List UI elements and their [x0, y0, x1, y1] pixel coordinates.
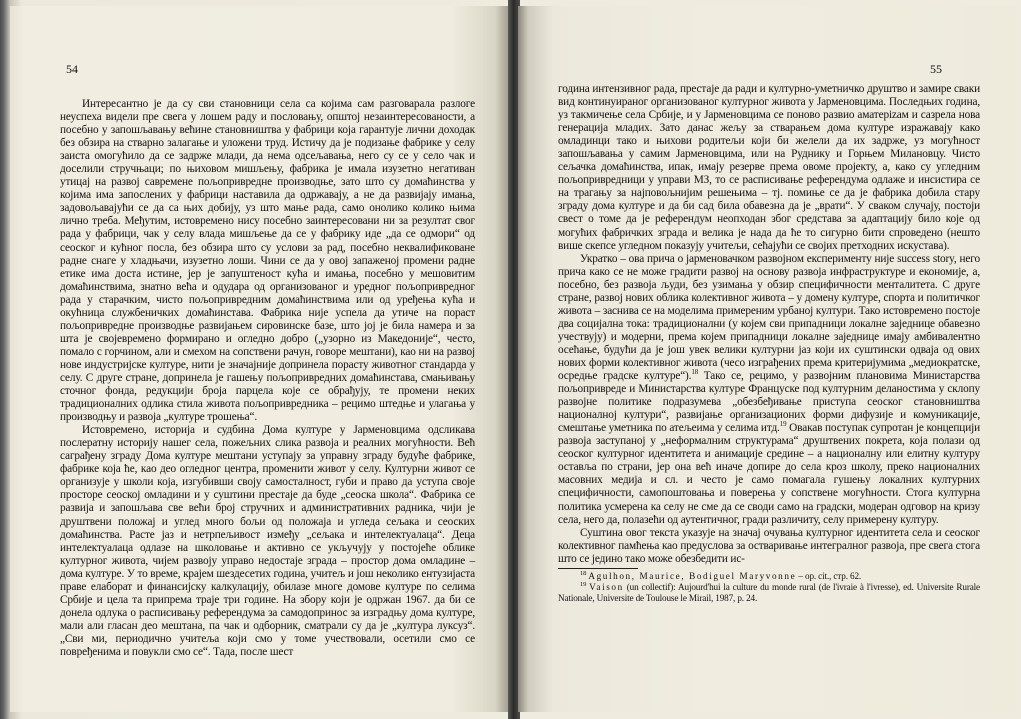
paragraph: Истовремено, историја и судбина Дома културе у Јарменовцима одсликава послератну историју нашег села, пожељних слика развоја и реалних могућности. Већ саграђену зграду Дома културе мештани уступају за управну зграду будуће фабрике, фабрике која ће, као део огледног центра, променити живот у селу. Културни живот се организује у школи која, изгубивши своју самосталност, губи и право да уступа своје просторе сеоској омладини и у суштини престаје да буде „сеоска школа“. Фабрика се развија и запошљава све већи број стручних и административних радника, чији је друштвени положај и углед много бољи од положаја и угледа сељака и сеоских домаћинства. Расте јаз и нетрпељивост између „сељака и интелектуалаца“. Деца интелектуалаца одлазе на школовање и активно се укључују у постојеће облике културног живота, чијем развоју управо недостаје зграда – простор дома омладине – дома културе. У то време, крајем шездесетих година, учитељ и још неколико ентузијаста праве елаборат и финансијску калкулацију, обилазе многе домове културе по селима Србије и цела та припрема траје три године. На збору који је одржан 1967. да би се донела одлука о расписивању референдума за самодопринос за изградњу дома културе, мали али гласан део мештана, па чак и одборник, сматрали су да је „културa луксуз“. „Сви ми, периодично учитеља који смо у томе учествовали, осетили смо се повређенима и повукли смо се“. Тада, после шест [60, 424, 475, 658]
paragraph [558, 253, 980, 527]
paragraph: Интересантно је да су сви становници села са којима сам разговарала разлоге неуспеха видели пре свега у лошем раду и пословању, општој незаинтересованости, а посебно у запошљавању већине становништва у фабрици која гарантује лични доходак без обзира на стварно залагање и уложени труд. Истичу да је подизање фабрике у селу заиста омогућило да се задрже млади, да нема одсељавања, него су се у село чак и доселили стручњаци; по њиховом мишљењу, фабрика је имала изузетно негативан утицај на развој савремене пољопривредне производње, зато што су домаћинства у којима има запослених у фабрици наставила да одржавају, а не да развијају имања, задовољавајући се да са њих добију, уз што мање рада, само онолико колико њима лично треба. Међутим, истовремено нису посебно заинтересовани ни за резултат свог рада у фабрици, чак у селу влада мишљење да се у фабрику иде „да се одмори“ од сеоског и кућног посла, без обзира што су услови за рад, посебно неквалификоване радне снаге у хладњачи, изузетно лоши. Чини се да у овој запаженој промени радне етике има доста истине, јер је запуштеност кућа и имања, посебно у мешовитим домаћинствима, знатно већа и одудара од организованог и уредног пољопривредног рада у старачким, чисто пољопривредним домаћинствима или од уређења кућа и окућница службеничких домаћинстава. Фабрика није успела да утиче на пораст пољопривредне производње развијањем сировинске базе, што јој је била намера и за шта је својевремено формирано и огледно добро („узорно из Македоније“, често, помало с горчином, али и смехом на сопствени рачун, говоре мештани), као ни на развој нове индустријске културе, нити је значајније допринела порасту животног стандарда у селу. С друге стране, допринела је гашењу пољопривредних домаћинстава, смањивању сточног фонда, редукцији броја парцела које се обрађују, те промени неких традиционалних одлика стила живота пољопривредника – рецимо штедње и улагања у производњу и развоја „културе трошења“. [60, 98, 475, 424]
footnote [558, 582, 980, 604]
footnote-divider [558, 568, 638, 569]
paragraph-text: Тако се, рецимо, у развојним плановима Министарства пољопривреде и Министарства културе Француске под културним деланостима у склопу развојне политике подразумева „обезбеђивање приступа сеоског становништва националној култури“, развијање организационих форми дифузије и комуникације, смештање уметника по атељеима у селима итд. [558, 370, 980, 435]
left-page [10, 6, 510, 712]
footnote-author: Vaison [589, 581, 624, 592]
footnote [558, 571, 980, 582]
paragraph-text: Овакав поступак супротан је концепцији развоја заступаној у „неформалним структурама“ друштвених покрета, која полази од сеоског културног идентитета и анимације средине – а националну или елитну културу оставља по страни, јер она већ иначе допире до села кроз школу, преко националних масовних медија и сл. и често је само помагала гушењу локалних културних специфичности, самопоштовања и поверења у сопствене могућности. Стога културна политика усмерена ка селу не сме да се своди само на градски, модеран одговор на кризу села, него да, полазећи од аутентичног, гради различиту, селу примерену културу. [558, 422, 980, 526]
footnote-ref: 18 [691, 368, 699, 377]
right-page-body [558, 83, 980, 604]
footnote-author: Agulhon, Maurice, Bodiguel Maryvonne [588, 570, 797, 581]
footnote-mark: 18 [580, 569, 587, 577]
footnote-text: – op. cit., стр. 62. [798, 570, 862, 581]
paragraph: Суштина овог текста указује на значај очувања културног идентитета села и сеоског колективног памћења као предуслова за остваривање интегралног развоја, пре свега стога што се једино тако може обезбедити ис- [558, 526, 980, 565]
left-page-body [60, 98, 475, 659]
right-page [518, 6, 1018, 712]
footnote-ref: 19 [779, 420, 787, 429]
paragraph-text: Укратко – ова прича о јарменовачком развојном експерименту није success story, него прича како се не може градити развој на основу развоја инфраструктуре и економије, а, посебно, без развоја људи, без узимања у обзир специфичности менталитета. С друге стране, развој нових облика колективног живота – у домену културе, спорта и политичког живота – заснива се на моделима примереним урбаној култури. Тако истовремено постоје два социјална тока: традиционални (у којем сви припадници локалне заједнице обавезно учествују) и модерни, према којем припадници локалне заједнице имају амбивалентно осећање, будући да је још увек велики културни јаз који их суштински одваја од ових нових форми колективног живота (чесо изграђених према критеријумима „медиократске, осредње градске културе“). [558, 252, 980, 383]
footnote-text: (un collectif): Aujourd'hui la culture du monde rural (de l'ivraie à l'ivresse), ed. Universite Rurale Nationale, Universite de Toulouse le Mirail, 1987, p. 24. [558, 581, 980, 603]
paragraph: година интензивног рада, престаје да ради и културно-уметничко друштво и замире сваки вид континуираног организованог културног живота у Јарменовцима. Последњих година, уз такмичење села Србије, и у Јарменовцима се поново развио аматерizам и сазрела нова генерација младих. Зато данас жељу за стварањем дома културе изражавају како омладинци тако и њихови родитељи који би желели да их задрже, уз могућност запошљавања у самим Јарменовцима, или на Руднику и Горњем Милановцу. Чисто сељачка домаћинства, ипак, имају резерве према овоме пројекту, а, како су угледним пољопривредници у управи МЗ, то се расписивање референдума одлаже и инсистира се на трагању за најповољнијим решењима – тј. помиње се да је фабрика добила стару зграду дома културе и да би сад била обавезна да је „врати“. У сваком случају, постоји свест о томе да је референдум неопходан због средстава за адаптацију било које од могућих фабричких зграда и велика је нада да ће то сигурно бити спроведено (нешто више скепсе угледном показују учитељи, сећајући се својих претходних искустава). [558, 83, 980, 252]
page-number-right: 55 [930, 62, 942, 76]
page-number-left: 54 [66, 62, 78, 76]
footnote-mark: 19 [580, 580, 587, 588]
